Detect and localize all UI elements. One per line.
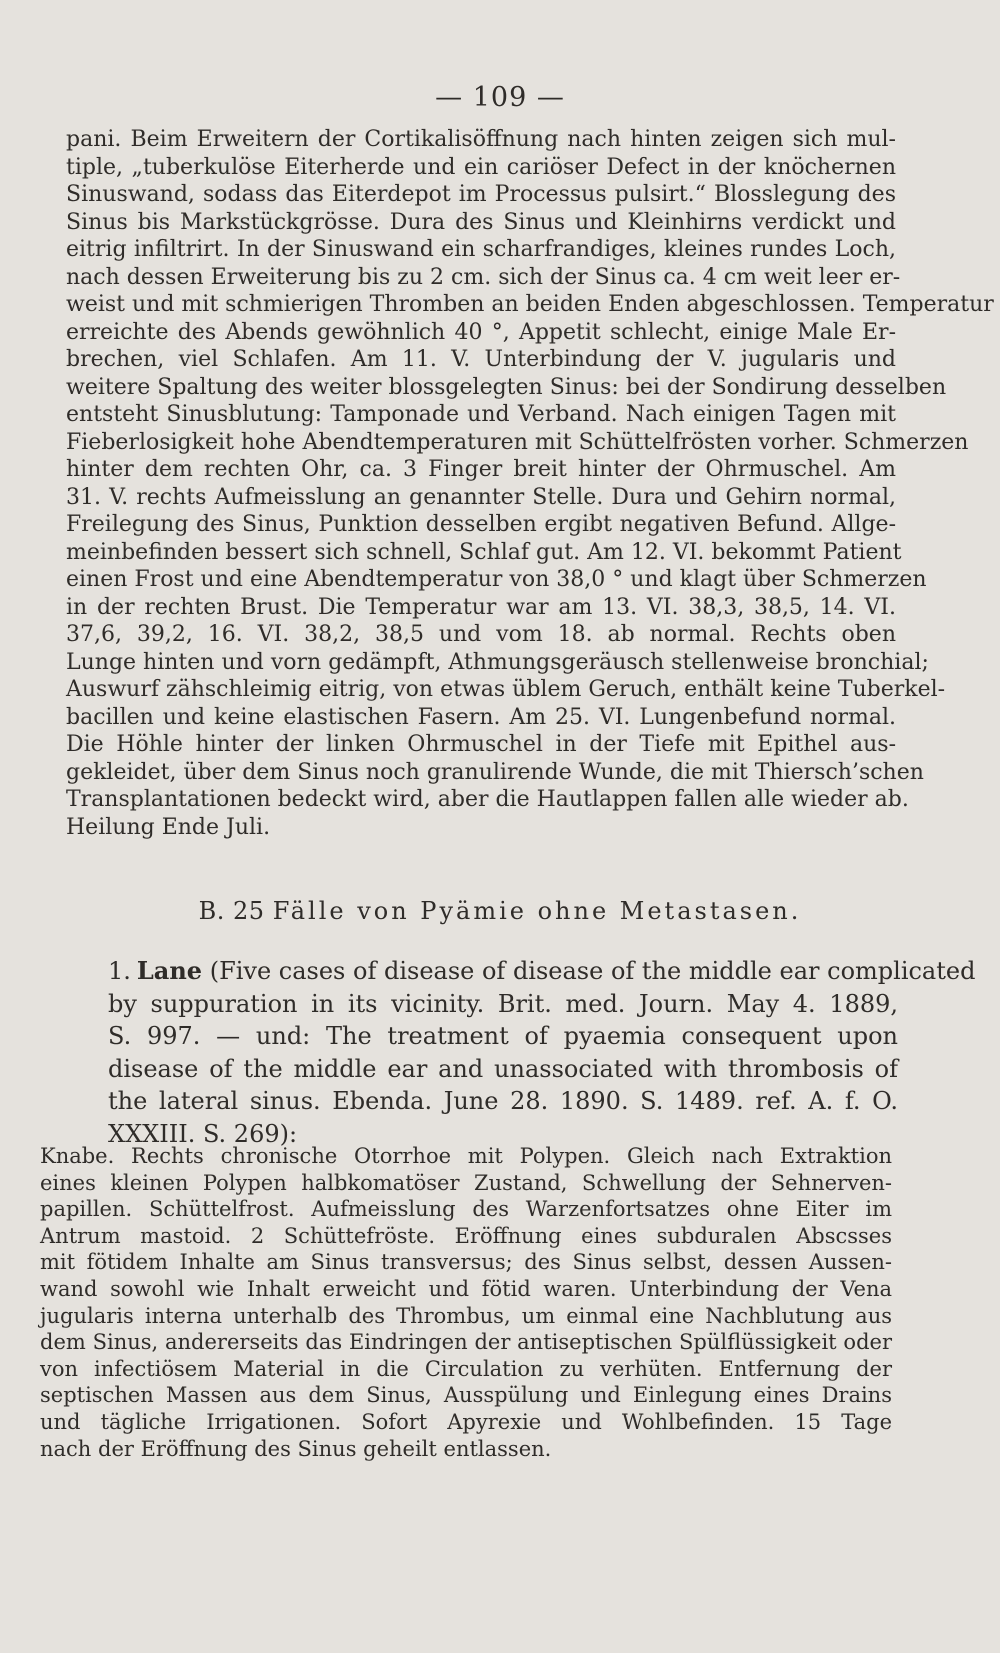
- reference-line: the lateral sinus. Ebenda. June 28. 1890. S. 1489. ref. A. f. O.: [108, 1087, 898, 1115]
- text-line: nach dessen Erweiterung bis zu 2 cm. sich der Sinus ca. 4 cm weit leer er-: [66, 264, 901, 290]
- text-line: brechen, viel Schlafen. Am 11. V. Unterbindung der V. jugularis und: [66, 347, 896, 372]
- text-line: eines kleinen Polypen halbkomatöser Zustand, Schwellung der Sehnerven-: [40, 1170, 892, 1195]
- text-line: pani. Beim Erweitern der Cortikalisöffnung nach hinten zeigen sich mul-: [66, 127, 896, 152]
- text-line: Lunge hinten und vorn gedämpft, Athmungsgeräusch stellenweise bronchial;: [66, 649, 929, 675]
- text-line: einen Frost und eine Abendtemperatur von 38,0 ° und klagt über Schmerzen: [66, 567, 927, 592]
- reference-line: by suppuration in its vicinity. Brit. med. Journ. May 4. 1889,: [108, 989, 898, 1018]
- text-line: weitere Spaltung des weiter blossgelegten Sinus: bei der Sondirung desselben: [66, 374, 947, 400]
- text-line: dem Sinus, andererseits das Eindringen der antiseptischen Spülflüssigkeit oder: [40, 1330, 892, 1355]
- reference-author: Lane: [136, 956, 203, 985]
- reference-line: S. 997. — und: The treatment of pyaemia consequent upon: [108, 1022, 898, 1050]
- literature-reference: [108, 955, 976, 1150]
- reference-number: 1.: [108, 957, 131, 985]
- section-prefix: B. 25: [198, 897, 265, 925]
- text-line: Auswurf zähschleimig eitrig, von etwas üblem Geruch, enthält keine Tuberkel-: [66, 677, 946, 702]
- text-line: in der rechten Brust. Die Temperatur war am 13. VI. 38,3, 38,5, 14. VI.: [66, 594, 896, 620]
- text-line: Sinuswand, sodass das Eiterdepot im Processus pulsirt.“ Blosslegung des: [66, 182, 896, 207]
- text-line: Transplantationen bedeckt wird, aber die Hautlappen fallen alle wieder ab.: [66, 787, 909, 812]
- text-line: weist und mit schmierigen Thromben an beiden Enden abgeschlossen. Temperatur: [66, 292, 994, 317]
- case-report-paragraph: [66, 126, 994, 841]
- text-line: septischen Massen aus dem Sinus, Ausspülung und Einlegung eines Drains: [40, 1383, 892, 1408]
- case-description-paragraph: [40, 1143, 892, 1462]
- text-line: Antrum mastoid. 2 Schüttefröste. Eröffnung eines subduralen Abscsses: [40, 1223, 892, 1248]
- text-line: gekleidet, über dem Sinus noch granulirende Wunde, die mit Thiersch’schen: [66, 759, 924, 785]
- reference-text: (Five cases of disease of disease of the middle ear complicated: [209, 957, 976, 985]
- text-line: 31. V. rechts Aufmeisslung an genannter Stelle. Dura und Gehirn normal,: [66, 484, 896, 510]
- text-line: tiple, „tuberkulöse Eiterherde und ein cariöser Defect in der knöchernen: [66, 154, 896, 180]
- text-line: hinter dem rechten Ohr, ca. 3 Finger breit hinter der Ohrmuschel. Am: [66, 457, 896, 482]
- text-line: Freilegung des Sinus, Punktion desselben ergibt negativen Befund. Allge-: [66, 512, 896, 537]
- text-line: Sinus bis Markstückgrösse. Dura des Sinus und Kleinhirns verdickt und: [66, 209, 896, 235]
- section-heading: [0, 897, 1000, 925]
- page-number: — 109 —: [435, 82, 565, 113]
- text-line: Fieberlosigkeit hohe Abendtemperaturen mit Schüttelfrösten vorher. Schmerzen: [66, 429, 969, 455]
- text-line: entsteht Sinusblutung: Tamponade und Verband. Nach einigen Tagen mit: [66, 402, 896, 427]
- text-line: Knabe. Rechts chronische Otorrhoe mit Polypen. Gleich nach Extraktion: [40, 1144, 892, 1168]
- text-line: von infectiösem Material in die Circulation zu verhüten. Entfernung der: [40, 1356, 892, 1381]
- text-line: papillen. Schüttelfrost. Aufmeisslung des Warzenfortsatzes ohne Eiter im: [40, 1197, 892, 1222]
- text-line: eitrig infiltrirt. In der Sinuswand ein scharfrandiges, kleines rundes Loch,: [66, 237, 896, 262]
- text-line: jugularis interna unterhalb des Thrombus, um einmal eine Nachblutung aus: [40, 1303, 892, 1328]
- text-line: erreichte des Abends gewöhnlich 40 °, Appetit schlecht, einige Male Er-: [66, 319, 896, 345]
- section-title: Fälle von Pyämie ohne Metastasen.: [272, 897, 802, 925]
- reference-line: XXXIII. S. 269):: [108, 1119, 298, 1148]
- reference-first-line: [108, 955, 976, 988]
- text-line: Die Höhle hinter der linken Ohrmuschel in der Tiefe mit Epithel aus-: [66, 732, 896, 757]
- text-line: 37,6, 39,2, 16. VI. 38,2, 38,5 und vom 18. ab normal. Rechts oben: [66, 622, 896, 647]
- text-line: Heilung Ende Juli.: [66, 814, 271, 840]
- text-line: bacillen und keine elastischen Fasern. Am 25. VI. Lungenbefund normal.: [66, 704, 896, 730]
- text-line: meinbefinden bessert sich schnell, Schlaf gut. Am 12. VI. bekommt Patient: [66, 539, 902, 565]
- text-line: wand sowohl wie Inhalt erweicht und fötid waren. Unterbindung der Vena: [40, 1276, 892, 1301]
- text-line: nach der Eröffnung des Sinus geheilt entlassen.: [40, 1436, 552, 1461]
- text-line: mit fötidem Inhalte am Sinus transversus; des Sinus selbst, dessen Aussen-: [40, 1250, 892, 1275]
- text-line: und tägliche Irrigationen. Sofort Apyrexie und Wohlbefinden. 15 Tage: [40, 1409, 892, 1434]
- reference-line: disease of the middle ear and unassociated with thrombosis of: [108, 1054, 898, 1083]
